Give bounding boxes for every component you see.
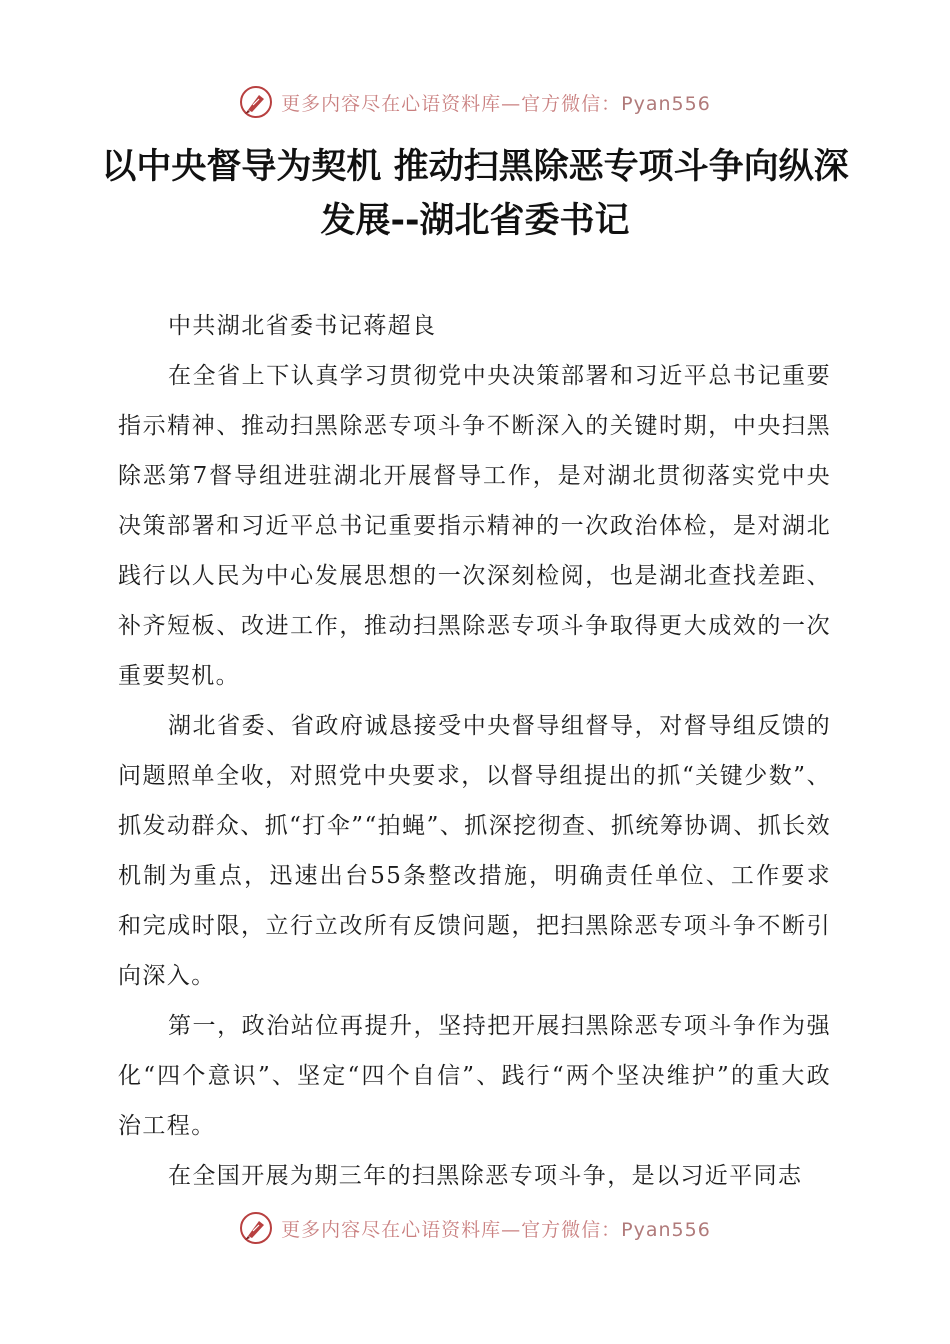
document-body — [118, 301, 831, 1201]
pen-nib-logo-icon — [239, 85, 273, 119]
author-line: 中共湖北省委书记蒋超良 — [168, 313, 437, 339]
body-paragraph: 湖北省委、省政府诚恳接受中央督导组督导，对督导组反馈的问题照单全收，对照党中央要求，以督导组提出的抓“关键少数”、抓发动群众、抓“打伞”“拍蝇”、抓深挖彻查、抓统筹协调、抓长效机制为重点，迅速出台55条整改措施，明确责任单位、工作要求和完成时限，立行立改所有反馈问题，把扫黑除恶专项斗争不断引向深入。 — [118, 713, 831, 989]
pen-nib-logo-icon — [239, 1211, 273, 1245]
watermark-text: 更多内容尽在心语资料库—官方微信：Pyan556 — [281, 92, 711, 115]
body-paragraph: 第一，政治站位再提升，坚持把开展扫黑除恶专项斗争作为强化“四个意识”、坚定“四个自信”、践行“两个坚决维护”的重大政治工程。 — [118, 1013, 831, 1139]
body-paragraph: 在全国开展为期三年的扫黑除恶专项斗争，是以习近平同志 — [168, 1163, 803, 1189]
watermark-footer — [0, 1208, 950, 1248]
document-title: 以中央督导为契机 推动扫黑除恶专项斗争向纵深发展--湖北省委书记 — [101, 147, 849, 241]
body-paragraph: 在全省上下认真学习贯彻党中央决策部署和习近平总书记重要指示精神、推动扫黑除恶专项斗争不断深入的关键时期，中央扫黑除恶第7督导组进驻湖北开展督导工作，是对湖北贯彻落实党中央决策部署和习近平总书记重要指示精神的一次政治体检，是对湖北践行以人民为中心发展思想的一次深刻检阅，也是湖北查找差距、补齐短板、改进工作，推动扫黑除恶专项斗争取得更大成效的一次重要契机。 — [118, 363, 831, 689]
watermark-header — [0, 82, 950, 122]
watermark-text: 更多内容尽在心语资料库—官方微信：Pyan556 — [281, 1218, 711, 1241]
